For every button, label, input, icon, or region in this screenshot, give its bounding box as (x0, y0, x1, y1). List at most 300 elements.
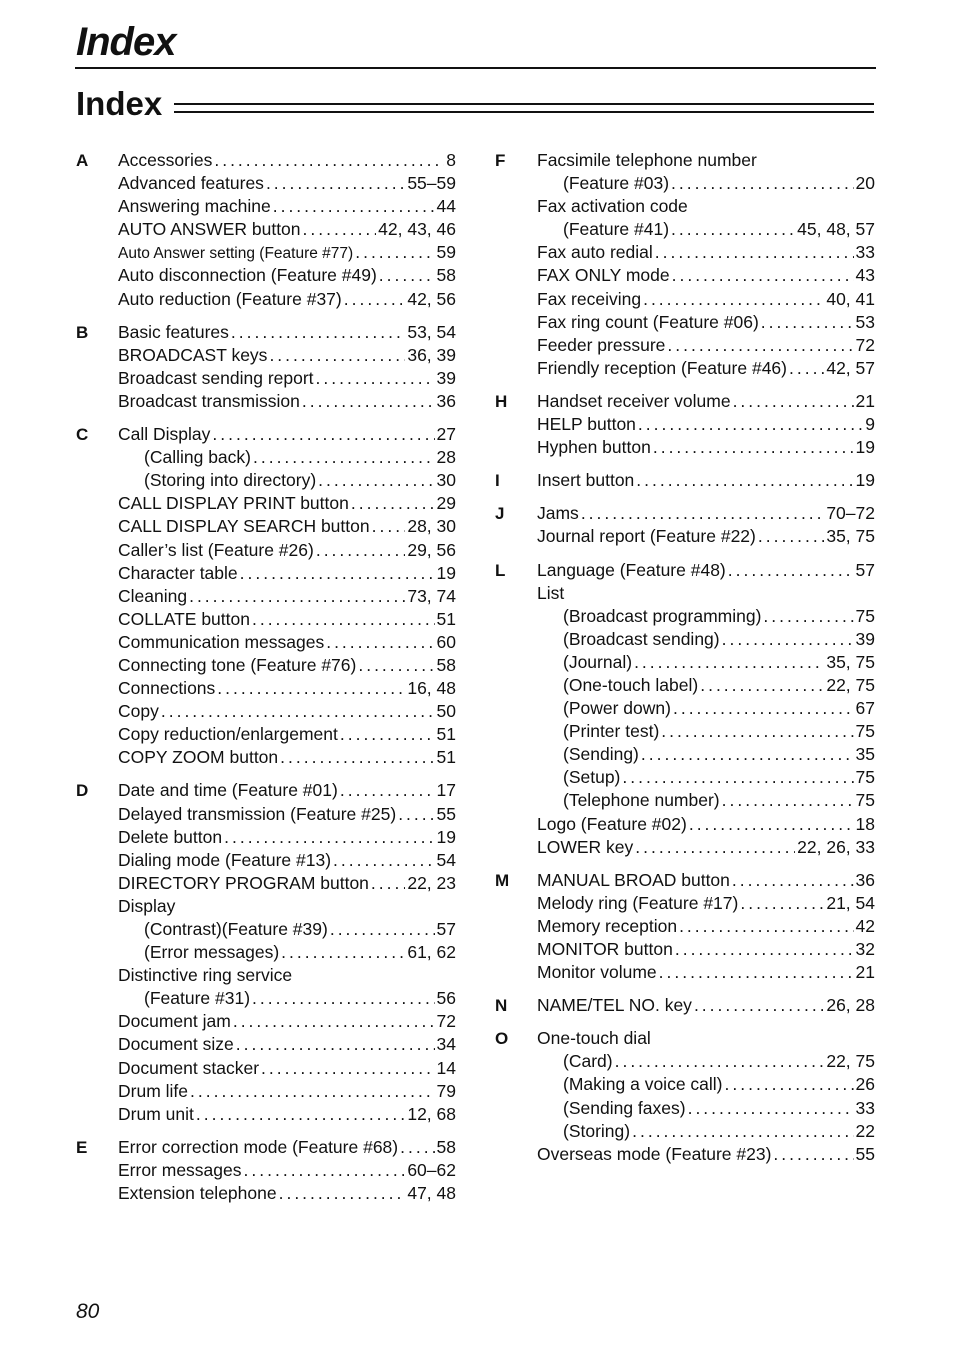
index-page-refs: 70–72 (826, 503, 875, 524)
dot-leader (189, 585, 405, 608)
index-term: Fax activation code (537, 196, 688, 217)
index-entry (537, 582, 875, 605)
dot-leader (763, 605, 853, 628)
index-group-e (76, 1136, 456, 1205)
index-entries (118, 149, 456, 311)
index-entry (118, 469, 456, 492)
index-entry (537, 149, 875, 172)
index-entry (537, 288, 875, 311)
index-term: (Journal) (563, 651, 633, 672)
index-term: Distinctive ring service (118, 965, 293, 986)
index-page-refs: 57 (436, 919, 456, 939)
index-term: Logo (Feature #02) (537, 813, 687, 834)
index-entry (537, 559, 875, 582)
index-page-refs: 35, 75 (826, 526, 875, 547)
index-page-refs: 16, 48 (407, 678, 456, 699)
index-term: CALL DISPLAY SEARCH button (118, 516, 370, 537)
index-letter: B (76, 322, 89, 342)
index-group-d (76, 779, 456, 1125)
index-term: Jams (537, 503, 579, 524)
index-term: Caller’s list (Feature #26) (118, 539, 314, 560)
index-entry (537, 525, 875, 548)
dot-leader (252, 608, 435, 631)
index-term: Communication messages (118, 631, 325, 652)
dot-leader (733, 390, 854, 413)
index-term: Fax ring count (Feature #06) (537, 311, 759, 332)
index-entry (537, 836, 875, 859)
index-entry (537, 334, 875, 357)
index-letter: E (76, 1137, 88, 1157)
index-entry (537, 172, 875, 195)
index-entry (537, 892, 875, 915)
index-page-refs: 47, 48 (407, 1183, 456, 1204)
index-term: Fax auto redial (537, 242, 653, 263)
index-entry (537, 1050, 875, 1073)
index-term: BROADCAST keys (118, 344, 268, 365)
index-group-f (495, 149, 875, 380)
index-entry (118, 264, 456, 287)
index-entries (537, 469, 875, 492)
index-entry (118, 803, 456, 826)
index-page-refs: 20 (855, 173, 875, 194)
index-entry (537, 311, 875, 334)
index-term: (Storing into directory) (144, 470, 317, 491)
index-page-refs: 53, 54 (407, 321, 456, 342)
index-page-refs: 22, 23 (407, 872, 456, 893)
dot-leader (615, 1050, 825, 1073)
index-entry (537, 469, 875, 492)
index-term: (Broadcast programming) (563, 605, 762, 626)
index-entry (537, 743, 875, 766)
index-term: (Error messages) (144, 942, 280, 963)
index-term: (Setup) (563, 767, 621, 788)
index-page-refs: 60–62 (407, 1159, 456, 1180)
index-page-refs: 22, 75 (826, 1051, 875, 1072)
index-entries (537, 1027, 875, 1166)
dot-leader (673, 697, 854, 720)
index-page-refs: 33 (855, 242, 875, 263)
index-group-i (495, 469, 875, 492)
index-term: MANUAL BROAD button (537, 869, 730, 890)
index-term: Call Display (118, 424, 211, 445)
index-entries (118, 779, 456, 1125)
index-page-refs: 22 (855, 1120, 875, 1141)
index-entry (537, 961, 875, 984)
index-term: Dialing mode (Feature #13) (118, 849, 332, 870)
index-entry (537, 195, 875, 218)
dot-leader (622, 766, 853, 789)
index-entry (118, 1136, 456, 1159)
index-page-refs: 19 (855, 470, 875, 491)
index-entry (118, 608, 456, 631)
index-page-refs: 75 (855, 721, 875, 742)
index-page-refs: 8 (446, 150, 456, 170)
dot-leader (638, 413, 863, 436)
index-page-refs: 19 (436, 562, 456, 583)
index-term: Answering machine (118, 196, 271, 217)
index-term: (Feature #03) (563, 173, 670, 194)
index-entry (118, 288, 456, 311)
dot-leader (303, 218, 377, 241)
dot-leader (280, 746, 434, 769)
index-entry (537, 357, 875, 380)
index-page-refs: 67 (855, 698, 875, 719)
dot-leader (372, 515, 406, 538)
index-term: AUTO ANSWER button (118, 219, 301, 240)
index-entry (118, 218, 456, 241)
dot-leader (672, 264, 854, 287)
index-term: (Card) (563, 1051, 613, 1072)
index-page-refs: 32 (855, 939, 875, 959)
dot-leader (722, 789, 854, 812)
index-entry (118, 964, 456, 987)
dot-leader (355, 241, 434, 264)
index-entry (118, 515, 456, 538)
dot-leader (634, 651, 824, 674)
index-page-refs: 21 (855, 962, 875, 983)
dot-leader (643, 288, 824, 311)
dot-leader (196, 1103, 405, 1126)
index-term: Auto disconnection (Feature #49) (118, 265, 377, 286)
dot-leader (217, 677, 405, 700)
index-group-c (76, 423, 456, 769)
dot-leader (700, 674, 824, 697)
index-page-refs: 35 (855, 744, 875, 765)
index-entry (537, 915, 875, 938)
index-letter: A (76, 151, 89, 170)
index-page-refs: 39 (855, 628, 875, 649)
index-term: Hyphen button (537, 437, 651, 458)
index-entry (537, 218, 875, 241)
index-term: Connections (118, 678, 216, 699)
dot-leader (400, 1136, 434, 1159)
dot-leader (725, 1073, 854, 1096)
dot-leader (316, 367, 435, 390)
index-term: (One-touch label) (563, 674, 699, 695)
index-page-refs: 50 (436, 701, 456, 722)
index-entries (118, 321, 456, 413)
index-entry (118, 654, 456, 677)
index-page-refs: 72 (855, 334, 875, 355)
index-entry (118, 241, 456, 264)
dot-leader (231, 321, 405, 344)
index-page-refs: 12, 68 (407, 1103, 456, 1124)
dot-leader (773, 1143, 853, 1166)
index-page-refs: 21 (855, 390, 875, 411)
index-entry (118, 849, 456, 872)
page-number: 80 (76, 1300, 100, 1323)
index-page-refs: 53 (855, 311, 875, 332)
index-entry (118, 631, 456, 654)
index-page-refs: 45, 48, 57 (797, 219, 875, 240)
index-page-refs: 19 (855, 437, 875, 458)
index-entries (118, 423, 456, 769)
index-term: Overseas mode (Feature #23) (537, 1143, 772, 1164)
index-page-refs: 18 (855, 813, 875, 834)
dot-leader (728, 559, 854, 582)
index-page-refs: 42 (855, 915, 875, 936)
dot-leader (632, 1120, 853, 1143)
index-term: Date and time (Feature #01) (118, 780, 338, 801)
dot-leader (279, 1182, 406, 1205)
index-page-refs: 35, 75 (826, 651, 875, 672)
dot-leader (655, 241, 854, 264)
index-term: Insert button (537, 470, 635, 491)
dot-leader (671, 172, 854, 195)
index-entry (118, 390, 456, 413)
dot-leader (661, 720, 853, 743)
index-entries (537, 502, 875, 548)
index-term: Document jam (118, 1011, 231, 1032)
index-group-j (495, 502, 875, 548)
page-header-title: Index (76, 20, 176, 64)
index-page-refs: 40, 41 (826, 288, 875, 309)
index-entry (118, 446, 456, 469)
index-letter: I (495, 471, 500, 491)
index-column-right (495, 149, 875, 1176)
index-entry (118, 1182, 456, 1205)
index-entry (118, 1010, 456, 1033)
index-page-refs: 28 (436, 447, 456, 468)
index-page-refs: 22, 26, 33 (797, 836, 875, 857)
index-page-refs: 21, 54 (826, 892, 875, 913)
index-term: Auto reduction (Feature #37) (118, 288, 342, 309)
index-page-refs: 42, 56 (407, 288, 456, 309)
index-term: NAME/TEL NO. key (537, 995, 692, 1016)
index-term: (Printer test) (563, 721, 660, 742)
dot-leader (281, 941, 405, 964)
dot-leader (224, 826, 434, 849)
dot-leader (190, 1080, 435, 1103)
dot-leader (253, 446, 435, 469)
index-letter: O (495, 1029, 509, 1049)
index-entry (118, 423, 456, 446)
index-entries (537, 559, 875, 859)
index-entry (118, 918, 456, 941)
index-term: List (537, 582, 565, 603)
dot-leader (266, 172, 405, 195)
dot-leader (318, 469, 434, 492)
index-letter: L (495, 560, 506, 580)
index-page-refs: 43 (855, 265, 875, 286)
index-term: Accessories (118, 150, 213, 170)
index-entry (118, 492, 456, 515)
dot-leader (694, 994, 824, 1017)
index-column-left (76, 149, 456, 1215)
index-term: Fax receiving (537, 288, 642, 309)
index-page-refs: 75 (855, 790, 875, 811)
index-page-refs: 51 (436, 724, 456, 745)
index-term: Display (118, 895, 176, 916)
dot-leader (302, 390, 435, 413)
index-page-refs: 75 (855, 605, 875, 626)
index-term: Connecting tone (Feature #76) (118, 654, 357, 675)
dot-leader (679, 915, 853, 938)
dot-leader (581, 502, 825, 525)
index-page-refs: 73, 74 (407, 585, 456, 606)
index-entry (537, 1143, 875, 1166)
index-letter: H (495, 391, 508, 411)
index-term: Drum life (118, 1080, 189, 1101)
index-entry (118, 941, 456, 964)
index-term: CALL DISPLAY PRINT button (118, 493, 349, 514)
dot-leader (635, 836, 795, 859)
dot-leader (398, 803, 434, 826)
index-entry (118, 195, 456, 218)
dot-leader (214, 149, 444, 172)
index-page-refs: 30 (436, 470, 456, 491)
index-term: Broadcast transmission (118, 390, 300, 411)
index-term: Friendly reception (Feature #46) (537, 357, 787, 378)
index-group-a (76, 149, 456, 311)
index-entry (537, 720, 875, 743)
index-term: Copy reduction/enlargement (118, 724, 338, 745)
index-term: Broadcast sending report (118, 367, 314, 388)
index-entry (537, 413, 875, 436)
index-entry (537, 674, 875, 697)
index-entry (537, 605, 875, 628)
index-page-refs: 28, 30 (407, 516, 456, 537)
index-page-refs: 33 (855, 1097, 875, 1118)
index-entry (118, 562, 456, 585)
index-entry (537, 502, 875, 525)
index-entries (537, 869, 875, 984)
index-page-refs: 60 (436, 631, 456, 652)
index-term: (Contrast)(Feature #39) (144, 919, 328, 939)
index-term: (Sending) (563, 744, 639, 765)
index-page-refs: 44 (436, 196, 456, 217)
index-term: (Power down) (563, 698, 671, 719)
index-page-refs: 56 (436, 988, 456, 1009)
dot-leader (351, 492, 435, 515)
index-group-o (495, 1027, 875, 1166)
index-entry (537, 264, 875, 287)
dot-leader (659, 961, 854, 984)
index-entry (118, 367, 456, 390)
index-page-refs: 29 (436, 493, 456, 514)
index-entry (118, 872, 456, 895)
index-term: Handset receiver volume (537, 390, 731, 411)
index-entry (537, 1097, 875, 1120)
index-page-refs: 51 (436, 747, 456, 768)
index-term: One-touch dial (537, 1028, 651, 1049)
index-entry (537, 766, 875, 789)
index-entry (118, 779, 456, 802)
index-term: LOWER key (537, 836, 634, 857)
index-entry (118, 344, 456, 367)
index-term: HELP button (537, 414, 636, 435)
index-term: Drum unit (118, 1103, 194, 1124)
index-entry (118, 1057, 456, 1080)
index-term: Delayed transmission (Feature #25) (118, 803, 397, 824)
index-term: (Feature #31) (144, 988, 251, 1009)
index-page-refs: 59 (436, 242, 456, 263)
index-page-refs: 54 (436, 849, 456, 870)
dot-leader (212, 423, 434, 446)
index-term: Advanced features (118, 173, 264, 194)
dot-leader (371, 872, 405, 895)
dot-leader (636, 469, 853, 492)
index-page-refs: 75 (855, 767, 875, 788)
index-entry (118, 1033, 456, 1056)
index-entries (537, 390, 875, 459)
index-page-refs: 79 (436, 1080, 456, 1101)
index-page-refs: 36 (436, 390, 456, 411)
index-entry (118, 1103, 456, 1126)
dot-leader (675, 938, 854, 961)
index-letter: D (76, 781, 89, 801)
dot-leader (671, 218, 795, 241)
index-entry (118, 677, 456, 700)
index-page-refs: 26, 28 (826, 995, 875, 1016)
index-group-n (495, 994, 875, 1017)
dot-leader (252, 987, 435, 1010)
index-term: (Calling back) (144, 447, 251, 468)
dot-leader (273, 195, 435, 218)
index-term: Document stacker (118, 1057, 260, 1078)
index-entries (537, 994, 875, 1017)
dot-leader (333, 849, 435, 872)
index-group-h (495, 390, 875, 459)
index-entry (118, 1080, 456, 1103)
dot-leader (244, 1159, 406, 1182)
index-entry (537, 1027, 875, 1050)
index-term: (Sending faxes) (563, 1097, 686, 1118)
dot-leader (722, 628, 854, 651)
dot-leader (789, 357, 824, 380)
index-entry (118, 1159, 456, 1182)
index-page-refs: 17 (436, 780, 456, 801)
index-entry (537, 869, 875, 892)
index-entry (118, 987, 456, 1010)
dot-leader (316, 539, 406, 562)
index-entry (537, 938, 875, 961)
index-entry (118, 723, 456, 746)
index-term: (Telephone number) (563, 790, 720, 811)
index-page-refs: 39 (436, 367, 456, 388)
dot-leader (667, 334, 853, 357)
index-term: Delete button (118, 826, 223, 847)
dot-leader (641, 743, 854, 766)
header-rule (75, 67, 876, 69)
index-entries (118, 1136, 456, 1205)
index-entry (118, 172, 456, 195)
index-letter: M (495, 870, 510, 890)
index-term: Journal report (Feature #22) (537, 526, 756, 547)
index-page-refs: 36, 39 (407, 344, 456, 365)
index-page-refs: 26 (855, 1074, 875, 1095)
index-term: Feeder pressure (537, 334, 666, 355)
index-page-refs: 29, 56 (407, 539, 456, 560)
index-page-refs: 19 (436, 826, 456, 847)
index-term: Cleaning (118, 585, 188, 606)
index-page-refs: 51 (436, 608, 456, 629)
index-page-refs: 27 (436, 424, 456, 445)
dot-leader (161, 700, 435, 723)
index-letter: N (495, 996, 508, 1016)
index-term: Memory reception (537, 915, 678, 936)
index-term: Document size (118, 1034, 234, 1055)
dot-leader (340, 779, 435, 802)
index-entry (118, 321, 456, 344)
index-term: (Feature #41) (563, 219, 670, 240)
index-group-m (495, 869, 875, 984)
index-letter: F (495, 151, 506, 170)
index-term: Copy (118, 701, 159, 722)
index-entry (537, 994, 875, 1017)
index-page-refs: 42, 43, 46 (378, 219, 456, 240)
dot-leader (236, 1033, 435, 1056)
